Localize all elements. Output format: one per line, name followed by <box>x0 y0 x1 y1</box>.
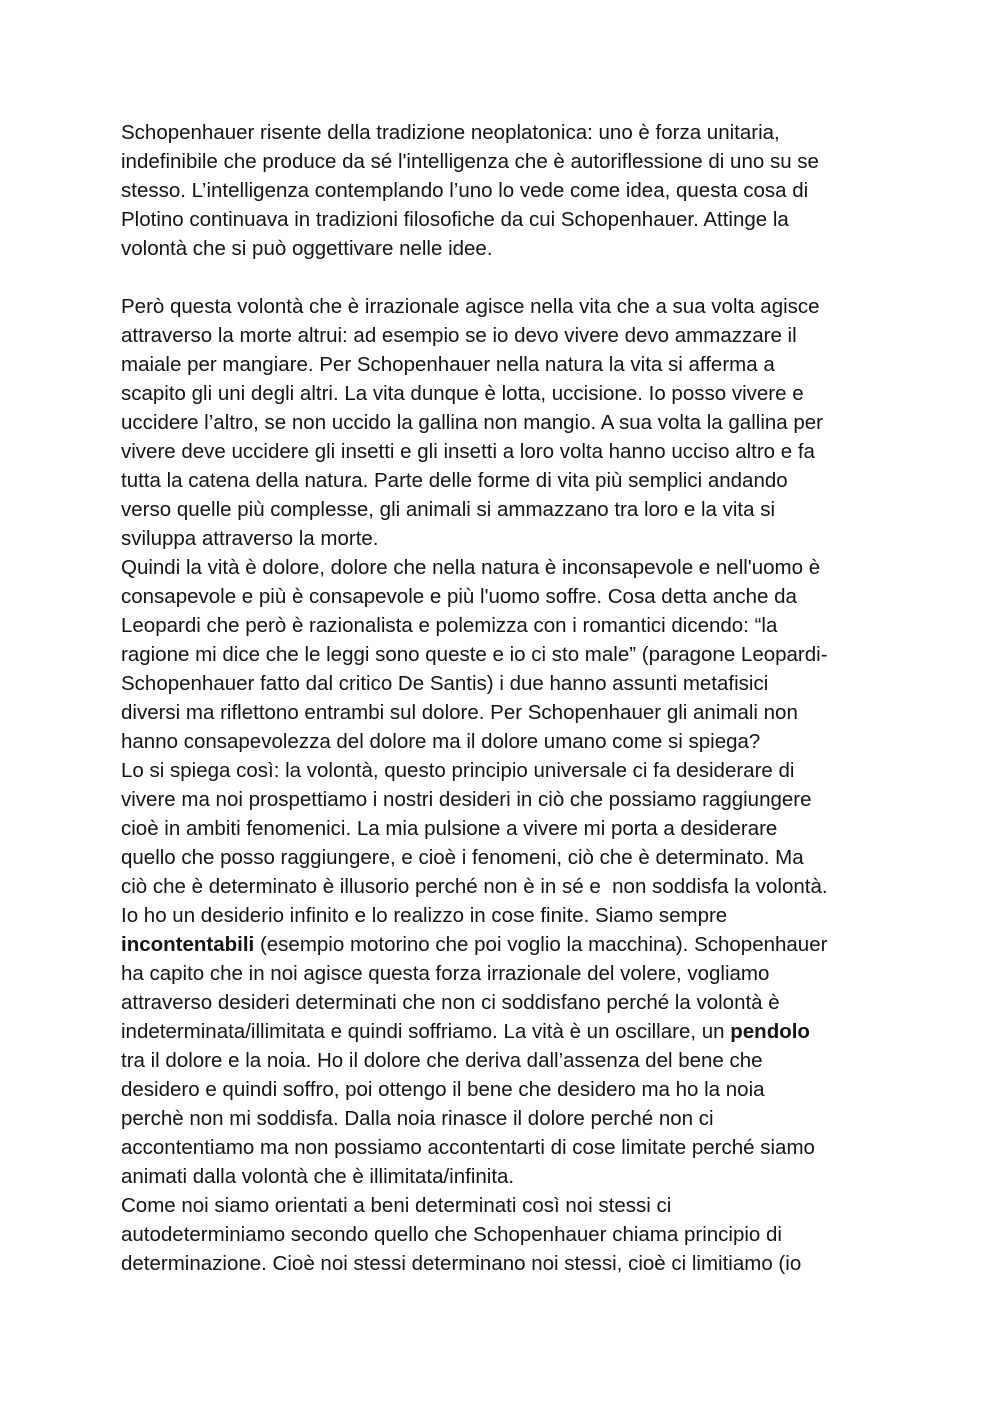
text-line: attraverso la morte altrui: ad esempio se io devo vivere devo ammazzare il <box>121 324 797 347</box>
text-line: Schopenhauer risente della tradizione neoplatonica: uno è forza unitaria, <box>121 121 780 144</box>
text-line: vivere ma noi prospettiamo i nostri desideri in ciò che possiamo raggiungere <box>121 788 812 811</box>
text-line: accontentiamo ma non possiamo accontentarti di cose limitate perché siamo <box>121 1136 815 1159</box>
text-line: vivere deve uccidere gli insetti e gli insetti a loro volta hanno ucciso altro e fa <box>121 440 815 463</box>
text-line: desidero e quindi soffro, poi ottengo il bene che desidero ma ho la noia <box>121 1078 765 1101</box>
text-line: sviluppa attraverso la morte. <box>121 527 379 550</box>
text-line: maiale per mangiare. Per Schopenhauer nella natura la vita si afferma a <box>121 353 775 376</box>
text-line: Schopenhauer fatto dal critico De Santis) i due hanno assunti metafisici <box>121 672 769 695</box>
text-line: Come noi siamo orientati a beni determinati così noi stessi ci <box>121 1194 672 1217</box>
text-line: uccidere l’altro, se non uccido la gallina non mangio. A sua volta la gallina per <box>121 411 823 434</box>
text-fragment: (esempio motorino che poi voglio la macchina). Schopenhauer <box>254 933 828 956</box>
text-line: attraverso desideri determinati che non ci soddisfano perché la volontà è <box>121 991 780 1014</box>
paragraph-will-and-pain <box>121 292 891 1278</box>
text-line: stesso. L’intelligenza contemplando l’uno lo vede come idea, questa cosa di <box>121 179 809 202</box>
text-line: Lo si spiega così: la volontà, questo principio universale ci fa desiderare di <box>121 759 795 782</box>
text-line: volontà che si può oggettivare nelle idee. <box>121 237 493 260</box>
text-line: Io ho un desiderio infinito e lo realizzo in cose finite. Siamo sempre <box>121 904 728 927</box>
text-line: animati dalla volontà che è illimitata/infinita. <box>121 1165 515 1188</box>
document-text <box>121 118 891 1278</box>
text-line: Quindi la vità è dolore, dolore che nella natura è inconsapevole e nell'uomo è <box>121 556 821 579</box>
paragraph-neoplatonic <box>121 118 891 263</box>
text-line: perchè non mi soddisfa. Dalla noia rinasce il dolore perché non ci <box>121 1107 714 1130</box>
bold-term-incontentabili: incontentabili <box>121 933 255 956</box>
text-line: ha capito che in noi agisce questa forza irrazionale del volere, vogliamo <box>121 962 770 985</box>
text-line: diversi ma riflettono entrambi sul dolore. Per Schopenhauer gli animali non <box>121 701 798 724</box>
text-line: determinazione. Cioè noi stessi determinano noi stessi, cioè ci limitiamo (io <box>121 1252 802 1275</box>
bold-term-pendolo: pendolo <box>730 1020 810 1043</box>
paragraph-spacer <box>121 263 891 292</box>
text-line: hanno consapevolezza del dolore ma il dolore umano come si spiega? <box>121 730 761 753</box>
text-line: cioè in ambiti fenomenici. La mia pulsione a vivere mi porta a desiderare <box>121 817 778 840</box>
text-line: tra il dolore e la noia. Ho il dolore che deriva dall’assenza del bene che <box>121 1049 763 1072</box>
text-line: autodeterminiamo secondo quello che Schopenhauer chiama principio di <box>121 1223 782 1246</box>
text-line: Leopardi che però è razionalista e polemizza con i romantici dicendo: “la <box>121 614 778 637</box>
text-line: verso quelle più complesse, gli animali si ammazzano tra loro e la vita si <box>121 498 776 521</box>
text-line: scapito gli uni degli altri. La vita dunque è lotta, uccisione. Io posso vivere e <box>121 382 804 405</box>
text-line: Però questa volontà che è irrazionale agisce nella vita che a sua volta agisce <box>121 295 820 318</box>
text-line: consapevole e più è consapevole e più l'uomo soffre. Cosa detta anche da <box>121 585 797 608</box>
text-line: ragione mi dice che le leggi sono queste e io ci sto male” (paragone Leopardi- <box>121 643 828 666</box>
text-line: tutta la catena della natura. Parte delle forme di vita più semplici andando <box>121 469 788 492</box>
text-line: ciò che è determinato è illusorio perché non è in sé e non soddisfa la volontà. <box>121 875 828 898</box>
text-line: Plotino continuava in tradizioni filosofiche da cui Schopenhauer. Attinge la <box>121 208 789 231</box>
text-line: indefinibile che produce da sé l'intelligenza che è autoriflessione di uno su se <box>121 150 819 173</box>
text-line: quello che posso raggiungere, e cioè i fenomeni, ciò che è determinato. Ma <box>121 846 804 869</box>
text-line-incontentabili <box>121 930 891 959</box>
text-line-pendolo <box>121 1017 891 1046</box>
text-fragment: indeterminata/illimitata e quindi soffriamo. La vità è un oscillare, un <box>121 1020 731 1043</box>
